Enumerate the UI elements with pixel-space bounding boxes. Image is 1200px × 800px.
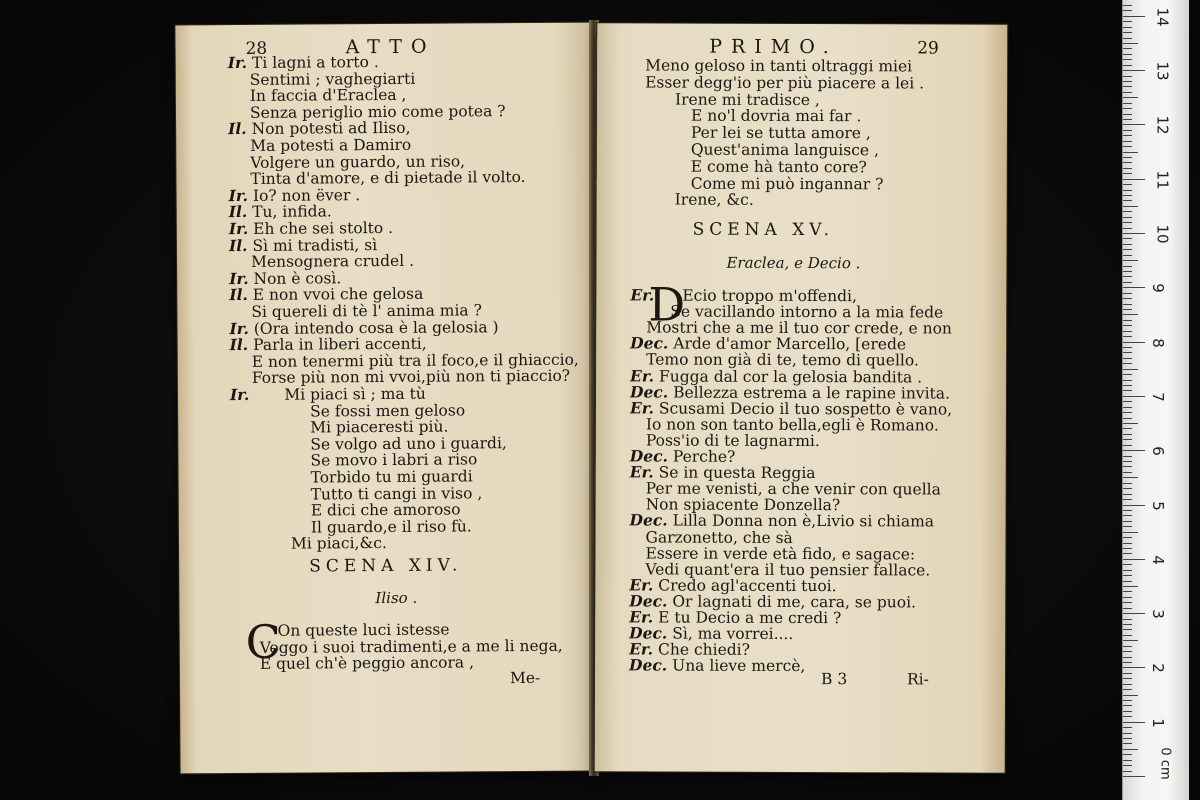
- verse-line: [229, 237, 377, 254]
- ruler-tick: [1123, 537, 1132, 538]
- speaker-label: Ir.: [227, 52, 248, 73]
- ruler-tick: [1123, 59, 1132, 60]
- ruler-number: 10: [1153, 224, 1172, 244]
- speaker-label: Ir.: [229, 384, 250, 405]
- ruler-tick: [1123, 624, 1132, 625]
- ruler-tick: [1123, 418, 1132, 419]
- verse-text: Scusami Decio il tuo sospetto è vano,: [658, 399, 953, 419]
- verse-line: [229, 319, 498, 337]
- ruler-tick: [1123, 526, 1132, 527]
- dialogue-line: [630, 464, 816, 481]
- verse-text: Poss'io di te lagnarmi.: [645, 431, 820, 450]
- ruler-tick: [1123, 619, 1132, 620]
- verse-line: On queste luci istesse: [277, 620, 450, 640]
- speaker-label: Dec.: [629, 381, 669, 402]
- verse-text: Ecio troppo m'offendi,: [682, 286, 857, 306]
- ruler-number: 11: [1153, 170, 1172, 190]
- verse-text: Or lagnati di me, cara, se puoi.: [672, 592, 917, 612]
- ruler-tick: [1123, 168, 1132, 169]
- ruler-tick: [1123, 445, 1132, 446]
- ruler-tick: [1123, 494, 1132, 495]
- ruler-tick: [1123, 727, 1132, 728]
- ruler-tick: [1123, 412, 1132, 413]
- ruler-tick: [1123, 548, 1132, 549]
- ruler-tick: [1123, 450, 1145, 451]
- verse-text: Senza periglio mio come potea ?: [249, 101, 506, 122]
- speaker-label: Er.: [629, 607, 654, 627]
- speaker-label: Dec.: [629, 510, 668, 530]
- dialogue-line: [629, 529, 792, 546]
- verse-text: Non potesti ad Iliso,: [251, 119, 411, 139]
- verse-line: [229, 253, 414, 270]
- scene-title: SCENA XIV.: [309, 555, 463, 577]
- verse-text: In faccia d'Eraclea ,: [249, 86, 407, 106]
- ruler-tick: [1123, 466, 1132, 467]
- verse-text: Lilla Donna non è,Livio si chiama: [672, 511, 935, 531]
- ruler-tick: [1123, 27, 1132, 28]
- ruler-tick: [1123, 456, 1132, 457]
- dialogue-line: [682, 288, 857, 305]
- ruler-number: 14: [1153, 7, 1172, 27]
- ruler-tick: [1123, 646, 1132, 647]
- ruler-tick: [1123, 369, 1138, 370]
- drop-cap: C: [245, 614, 282, 669]
- page-number: 29: [917, 38, 939, 59]
- ruler-tick: [1123, 103, 1132, 104]
- ruler-tick: [1123, 570, 1132, 571]
- ruler-tick: [1123, 586, 1138, 587]
- ruler-tick: [1123, 217, 1132, 218]
- left-page: [175, 23, 594, 774]
- verse-text: Essere in verde età fido, e sagace:: [645, 544, 916, 563]
- ruler-tick: [1123, 602, 1132, 603]
- speaker-label: Er.: [630, 285, 655, 305]
- verse-text: Fugga dal cor la gelosia bandita .: [658, 367, 923, 386]
- verse-line: [228, 70, 416, 87]
- ruler-tick: [1123, 119, 1132, 120]
- ruler-tick: [1123, 754, 1132, 755]
- verse-text: Se movo i labri a riso: [310, 450, 478, 470]
- dialogue-line: [629, 655, 806, 676]
- ruler-tick: [1123, 108, 1132, 109]
- catchword: Ri-: [906, 670, 929, 689]
- ruler-tick: [1123, 390, 1132, 391]
- verse-text: Io? non ëver .: [252, 185, 361, 205]
- ruler-tick: [1123, 521, 1132, 522]
- ruler-tick: [1123, 608, 1132, 609]
- ruler-number: 5: [1148, 500, 1167, 511]
- verse-line: [228, 120, 410, 137]
- verse-line: [691, 175, 884, 192]
- ruler-unit: 0 cm: [1157, 747, 1173, 780]
- ruler-tick: [1123, 510, 1132, 511]
- ruler-tick: [1123, 244, 1132, 245]
- verse-line: [691, 108, 861, 125]
- scene-title: SCENA XV.: [692, 219, 835, 241]
- ruler-tick: [1123, 146, 1132, 147]
- ruler-number: 7: [1148, 392, 1167, 402]
- verse-line: [229, 220, 393, 237]
- ruler-tick: [1123, 553, 1132, 554]
- ruler-number: 13: [1153, 61, 1172, 81]
- verse-line: [230, 386, 426, 403]
- ruler-tick: [1123, 461, 1132, 462]
- ruler-tick: [1123, 689, 1132, 690]
- ruler-tick: [1123, 342, 1145, 343]
- verse-text: Garzonetto, che sà: [645, 527, 793, 547]
- verse-text: Bellezza estrema a le rapine invita.: [673, 383, 950, 403]
- ruler-tick: [1123, 92, 1132, 93]
- ruler-tick: [1123, 629, 1132, 630]
- ruler-tick: [1123, 711, 1132, 712]
- verse-line: E quel ch'è peggio ancora ,: [259, 653, 475, 673]
- speaker-label: Dec.: [629, 446, 668, 466]
- ruler-tick: [1123, 38, 1132, 39]
- ruler-tick: [1123, 249, 1132, 250]
- page-number: 28: [245, 38, 268, 59]
- verse-line: [228, 169, 525, 187]
- speaker-label: Dec.: [629, 655, 668, 675]
- ruler-tick: [1123, 233, 1145, 234]
- ruler-tick: [1123, 374, 1132, 375]
- ruler-tick: [1123, 352, 1132, 353]
- speaker-label: Il.: [229, 285, 248, 305]
- ruler-tick: [1123, 10, 1132, 11]
- ruler-tick: [1123, 543, 1132, 544]
- verse-text: Non spiacente Donzella?: [645, 495, 841, 515]
- speaker-label: Er.: [629, 639, 654, 659]
- speaker-label: Er.: [629, 462, 654, 482]
- ruler-tick: [1123, 21, 1132, 22]
- speaker-label: Il.: [228, 202, 248, 222]
- ruler-tick: [1123, 70, 1145, 71]
- ruler-tick: [1123, 488, 1132, 489]
- verse-text: Vedi quant'era il tuo pensier fallace.: [645, 560, 931, 580]
- ruler-tick: [1123, 765, 1132, 766]
- verse-line: [228, 54, 379, 71]
- ruler-tick: [1123, 776, 1145, 777]
- ruler-tick: [1123, 401, 1132, 402]
- ruler-tick: [1123, 81, 1132, 82]
- ruler-tick: [1123, 532, 1138, 533]
- ruler-tick: [1123, 5, 1132, 6]
- ruler-tick: [1123, 722, 1145, 723]
- ruler-tick: [1123, 423, 1138, 424]
- verse-line: [691, 142, 879, 159]
- ruler-tick: [1123, 380, 1132, 381]
- verse-text: Sentimi ; vaghegiarti: [249, 69, 416, 89]
- verse-line: [231, 535, 387, 552]
- ruler-tick: [1123, 477, 1138, 478]
- verse-text: Ti lagni a torto .: [251, 53, 379, 72]
- ruler-tick: [1123, 358, 1132, 359]
- speaker-label: Er.: [630, 365, 655, 385]
- verse-text: Temo non già di te, temo di quello.: [646, 350, 919, 370]
- verse-text: E non tenermi più tra il foco,e il ghiaccio,: [251, 350, 579, 371]
- ruler-tick: [1123, 130, 1132, 131]
- ruler-tick: [1123, 667, 1145, 668]
- verse-text: Torbido tu mi guardi: [310, 467, 473, 487]
- ruler-tick: [1123, 771, 1132, 772]
- ruler-tick: [1123, 287, 1145, 288]
- verse-text: Eh che sei stolto .: [253, 218, 394, 238]
- ruler-tick: [1123, 684, 1132, 685]
- ruler-tick: [1123, 597, 1132, 598]
- ruler-tick: [1123, 591, 1132, 592]
- ruler-tick: [1123, 48, 1132, 49]
- verse-line: [229, 187, 361, 204]
- ruler-tick: [1123, 559, 1145, 560]
- ruler-tick: [1123, 640, 1138, 641]
- verse-text: Io non son tanto bella,egli è Romano.: [645, 415, 939, 435]
- ruler-tick: [1123, 678, 1132, 679]
- ruler-tick: [1123, 162, 1132, 163]
- ruler-number: 1: [1148, 717, 1167, 728]
- right-page: [595, 23, 1008, 772]
- verse-text: Che chiedi?: [657, 640, 750, 660]
- verse-line: [675, 192, 754, 208]
- verse-text: Per lei se tutta amore ,: [690, 123, 871, 143]
- signature-mark: B 3: [820, 670, 848, 689]
- ruler-tick: [1123, 385, 1132, 386]
- ruler-tick: [1123, 152, 1138, 153]
- verse-line: [228, 137, 411, 154]
- ruler-tick: [1123, 135, 1132, 136]
- speaker-label: Ir.: [228, 218, 249, 239]
- ruler-tick: [1123, 309, 1132, 310]
- ruler-tick: [1123, 363, 1132, 364]
- verse-text: Per me venisti, a che venir con quella: [645, 479, 941, 499]
- verse-text: Se in questa Reggia: [658, 463, 816, 483]
- ruler-tick: [1123, 260, 1138, 261]
- scene-persons: Iliso .: [375, 588, 418, 608]
- ruler-tick: [1123, 716, 1132, 717]
- ruler-tick: [1123, 266, 1132, 267]
- ruler-tick: [1123, 760, 1132, 761]
- scene-persons: Eraclea, e Decio .: [726, 253, 861, 273]
- ruler-tick: [1123, 211, 1132, 212]
- ruler-tick: [1123, 65, 1132, 66]
- drop-cap: D: [648, 277, 686, 332]
- ruler-tick: [1123, 347, 1132, 348]
- ruler-tick: [1123, 738, 1132, 739]
- verse-line: [231, 518, 472, 536]
- ruler-number: 12: [1153, 115, 1172, 135]
- verse-text: Forse più non mi vvoi,più non ti piaccio?: [251, 367, 571, 388]
- ruler-number: 9: [1148, 283, 1167, 294]
- verse-text: Perche?: [672, 447, 736, 466]
- verse-text: E no'l dovria mai far .: [690, 107, 862, 126]
- speaker-label: Il.: [228, 119, 247, 139]
- ruler-tick: [1123, 505, 1145, 506]
- ruler-tick: [1123, 695, 1138, 696]
- verse-text: Il guardo,e il riso fù.: [310, 517, 472, 537]
- ruler-tick: [1123, 124, 1145, 125]
- ruler-tick: [1123, 428, 1132, 429]
- catchword: Me-: [509, 668, 541, 688]
- ruler-tick: [1123, 314, 1138, 315]
- verse-line: [691, 125, 871, 142]
- ruler-tick: [1123, 222, 1132, 223]
- ruler-tick: [1123, 407, 1132, 408]
- speaker-label: Ir.: [228, 185, 249, 205]
- ruler-tick: [1123, 206, 1138, 207]
- ruler-number: 6: [1148, 446, 1167, 456]
- ruler-tick: [1123, 97, 1138, 98]
- ruler-tick: [1123, 613, 1145, 614]
- verse-text: Irene, &c.: [674, 190, 754, 210]
- verse-text: Mostri che a me il tuo cor crede, e non: [646, 318, 952, 338]
- verse-text: Sì mi tradisti, sì: [252, 235, 378, 255]
- ruler-tick: [1123, 700, 1132, 701]
- speaker-label: Er.: [629, 575, 654, 595]
- ruler-tick: [1123, 190, 1132, 191]
- ruler-tick: [1123, 662, 1132, 663]
- ruler-tick: [1123, 228, 1132, 229]
- verse-text: Mi piaci sì ; ma tù: [284, 384, 426, 404]
- ruler-tick: [1123, 635, 1132, 636]
- verse-line: [229, 286, 423, 303]
- running-head: ATTO: [345, 35, 436, 59]
- verse-text: Arde d'amor Marcello, [erede: [673, 334, 907, 354]
- ruler-tick: [1123, 16, 1145, 17]
- ruler-tick: [1123, 320, 1132, 321]
- ruler-tick: [1123, 733, 1132, 734]
- ruler-tick: [1123, 439, 1132, 440]
- verse-line: [645, 57, 912, 74]
- speaker-label: Dec.: [629, 591, 668, 611]
- ruler-number: 8: [1148, 337, 1167, 348]
- ruler-tick: [1123, 32, 1132, 33]
- verse-text: E come hà tanto core?: [690, 157, 867, 177]
- speaker-label: Er.: [629, 398, 654, 418]
- measuring-ruler: [1122, 0, 1189, 800]
- ruler-number: 3: [1148, 609, 1167, 619]
- ruler-tick: [1123, 515, 1132, 516]
- speaker-label: Dec.: [630, 333, 669, 353]
- ruler-tick: [1123, 271, 1132, 272]
- ruler-tick: [1123, 54, 1132, 55]
- ruler-tick: [1123, 749, 1138, 750]
- verse-text: Mi piaci,&c.: [290, 534, 387, 554]
- verse-text: Tutto ti cangi in viso ,: [310, 483, 483, 504]
- verse-line: [645, 74, 924, 91]
- verse-text: Tu, infida.: [252, 202, 332, 222]
- verse-text: Mensognera crudel .: [250, 251, 415, 272]
- ruler-tick: [1123, 673, 1132, 674]
- ruler-tick: [1123, 657, 1132, 658]
- verse-text: Irene mi tradisce ,: [675, 90, 820, 109]
- ruler-tick: [1123, 325, 1132, 326]
- verse-text: Non è così.: [253, 269, 342, 288]
- ruler-tick: [1123, 114, 1132, 115]
- ruler-tick: [1123, 179, 1145, 180]
- ruler-tick: [1123, 304, 1132, 305]
- ruler-tick: [1123, 298, 1132, 299]
- verse-text: Esser degg'io per più piacere a lei .: [645, 73, 925, 93]
- ruler-tick: [1123, 255, 1132, 256]
- verse-line: [230, 368, 570, 386]
- ruler-tick: [1123, 200, 1132, 201]
- ruler-tick: [1123, 86, 1132, 87]
- ruler-tick: [1123, 238, 1132, 239]
- ruler-tick: [1123, 141, 1132, 142]
- ruler-tick: [1123, 331, 1132, 332]
- ruler-tick: [1123, 76, 1132, 77]
- running-head: PRIMO.: [709, 35, 838, 59]
- verse-text: Se fossi men geloso: [310, 401, 466, 421]
- speaker-label: Il.: [229, 335, 249, 355]
- speaker-label: Ir.: [229, 268, 249, 288]
- verse-text: Tinta d'amore, e di pietade il volto.: [250, 168, 526, 189]
- verse-text: E non vvoi che gelosa: [252, 285, 424, 305]
- verse-line: Veggo i suoi tradimenti,e a me li nega,: [259, 636, 563, 657]
- verse-text: Meno geloso in tanti oltraggi miei: [645, 56, 913, 76]
- ruler-tick: [1123, 483, 1132, 484]
- ruler-tick: [1123, 336, 1132, 337]
- speaker-label: Il.: [228, 235, 248, 255]
- ruler-tick: [1123, 293, 1132, 294]
- ruler-tick: [1123, 499, 1132, 500]
- verse-line: [228, 87, 407, 104]
- speaker-label: Dec.: [629, 623, 668, 643]
- verse-line: [230, 336, 427, 353]
- ruler-tick: [1123, 195, 1132, 196]
- verse-line: [691, 158, 867, 175]
- verse-text: Credo agl'accenti tuoi.: [658, 576, 837, 595]
- ruler-tick: [1123, 651, 1132, 652]
- ruler-tick: [1123, 173, 1132, 174]
- ruler-tick: [1123, 705, 1132, 706]
- verse-text: E tu Decio a me credi ?: [658, 608, 842, 628]
- verse-text: Ma potesti a Damiro: [250, 135, 412, 155]
- verse-text: Una lieve mercè,: [672, 656, 806, 676]
- verse-text: Sì, ma vorrei....: [672, 624, 794, 644]
- verse-line: [229, 204, 332, 221]
- ruler-tick: [1123, 575, 1132, 576]
- ruler-tick: [1123, 184, 1132, 185]
- verse-text: Se vacillando intorno a la mia fede: [670, 302, 944, 322]
- verse-text: Si quereli di tè l' anima mia ?: [251, 301, 482, 321]
- ruler-tick: [1123, 581, 1132, 582]
- ruler-tick: [1123, 434, 1132, 435]
- verse-text: Se volgo ad uno i guardi,: [310, 433, 507, 454]
- verse-text: E dici che amoroso: [310, 500, 461, 520]
- ruler-number: 2: [1148, 663, 1167, 674]
- verse-text: Parla in liberi accenti,: [253, 334, 427, 355]
- verse-text: Mi piaceresti più.: [310, 417, 449, 437]
- verse-text: (Ora intendo cosa è la gelosia ): [253, 317, 499, 338]
- verse-line: [675, 91, 820, 108]
- ruler-tick: [1123, 472, 1132, 473]
- ruler-tick: [1123, 396, 1145, 397]
- ruler-tick: [1123, 43, 1138, 44]
- ruler-tick: [1123, 282, 1132, 283]
- verse-text: Quest'anima languisce ,: [690, 140, 879, 160]
- ruler-tick: [1123, 743, 1132, 744]
- ruler-number: 4: [1148, 555, 1167, 565]
- verse-text: Come mi può ingannar ?: [690, 174, 884, 193]
- ruler-tick: [1123, 276, 1132, 277]
- verse-text: Volgere un guardo, un riso,: [250, 152, 466, 172]
- ruler-tick: [1123, 157, 1132, 158]
- ruler-tick: [1123, 564, 1132, 565]
- speaker-label: Ir.: [229, 318, 249, 338]
